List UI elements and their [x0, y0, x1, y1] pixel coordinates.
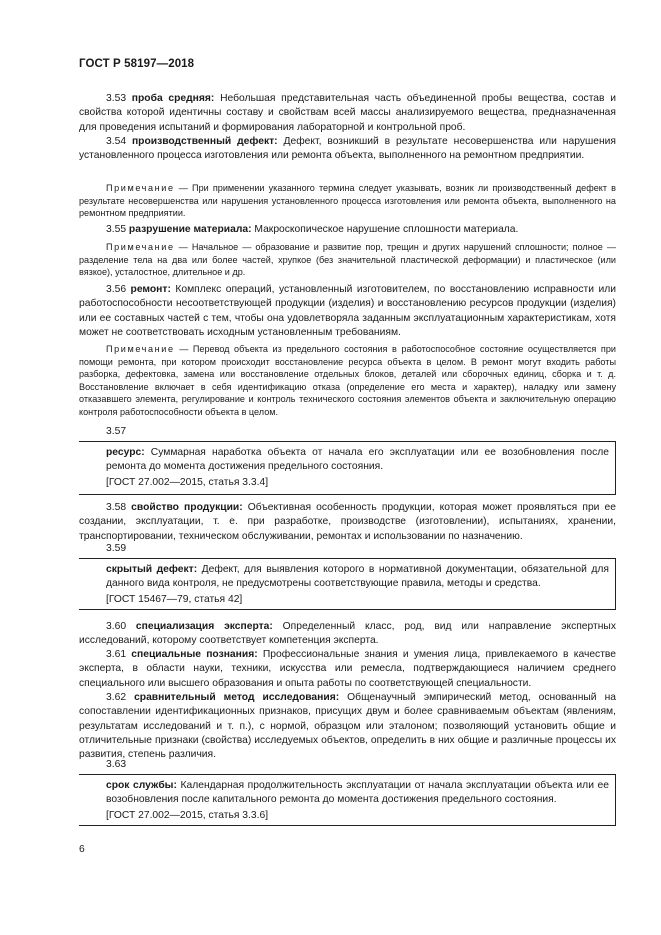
note-label: Примечание	[106, 344, 175, 354]
note-3-55	[79, 241, 616, 279]
term-3-60	[79, 620, 616, 649]
term-reference: [ГОСТ 27.002—2015, статья 3.3.4]	[106, 476, 269, 488]
term-definition: Макроскопическое нарушение сплошности материала.	[251, 224, 519, 235]
term-number: 3.56	[106, 284, 127, 295]
term-name: скрытый дефект:	[106, 564, 198, 575]
document-header: ГОСТ Р 58197—2018	[79, 58, 195, 70]
term-number-3-63: 3.63	[106, 759, 127, 770]
term-definition: Общенаучный эмпирический метод, основанный на сопоставлении идентификационных признаков, присущих двум и более сравниваемым объектам (явлениям, результатам исследований и т. п.), с нормой, образцом или эталоном; позволяющий установить общие и отличительные признаки (свойства) исследуемых объектов, определить в них общие и различные процессы их развития, степень различия.	[79, 692, 616, 761]
term-number: 3.54	[106, 136, 127, 147]
term-number: 3.58	[106, 502, 127, 513]
term-number: 3.60	[106, 621, 127, 632]
term-3-58	[79, 501, 616, 544]
term-definition: Комплекс операций, установленный изготовителем, по восстановлению исправности или работоспособности несоответствующей продукции (изделия) и восстановлению ресурсов продукции (изделия) или ее составных частей с тем, чтобы она удовлетворяла заданным эксплуатационным характеристикам, хотя может не соответствовать исходным установленным требованиям.	[79, 284, 616, 338]
note-label: Примечание	[106, 242, 175, 252]
term-reference: [ГОСТ 27.002—2015, статья 3.3.6]	[106, 809, 269, 821]
term-reference: [ГОСТ 15467—79, статья 42]	[106, 593, 243, 605]
term-3-59	[79, 563, 615, 592]
term-number-3-57: 3.57	[106, 426, 127, 437]
term-number: 3.55	[106, 224, 127, 235]
note-label: Примечание	[106, 183, 175, 193]
term-number: 3.53	[106, 93, 127, 104]
term-3-62	[79, 691, 616, 762]
term-name: проба средняя:	[131, 93, 215, 104]
note-text: — Перевод объекта из предельного состояния в работоспособное состояние осуществляется при помощи ремонта, при котором происходит восстановление ресурса объекта в целом. В ремонт могут входить работы разборка, дефектовка, замена или восстановление отдельных блоков, деталей или сборочных единиц, сборка и т. д. Восстановление включает в себя идентификацию отказа (определение его места и характер), наладку или замену отказавшего элемента, регулирование и контроль технического состояния элементов объекта и заключительную операцию контроля работоспособности объекта в целом.	[79, 344, 616, 417]
term-definition: Профессиональные знания и умения лица, привлекаемого в качестве эксперта, в области науки, техники, искусства или ремесла, подтверждающиеся наличием среднего специального или высшего образования и опыта работы по соответствующей специальности.	[79, 649, 616, 689]
term-3-59-box	[79, 558, 616, 610]
term-3-57	[79, 446, 615, 475]
term-definition: Дефект, для выявления которого в нормативной документации, обязательной для данного вида контроля, не предусмотрены соответствующие правила, методы и средства.	[106, 564, 609, 590]
term-name: ресурс:	[106, 447, 145, 458]
term-3-57-box	[79, 441, 616, 495]
term-name: свойство продукции:	[131, 502, 243, 513]
term-number-3-59: 3.59	[106, 543, 127, 554]
term-3-56	[79, 283, 616, 340]
term-3-55	[79, 223, 616, 237]
term-3-53	[79, 92, 616, 135]
note-3-56	[79, 343, 616, 419]
term-name: срок службы:	[106, 780, 177, 791]
term-number: 3.62	[106, 692, 127, 703]
note-3-54	[79, 182, 616, 220]
term-definition: Определенный класс, род, вид или направление экспертных исследований, которому соответствует компетенция эксперта.	[79, 621, 616, 647]
note-text: — Начальное — образование и развитие пор, трещин и других нарушений сплошности; полное — разделение тела на два или более частей, хрупкое (без значительной пластической деформации) и пластическое (или вязкое), усталостное, длительное и др.	[79, 242, 616, 278]
term-number: 3.61	[106, 649, 127, 660]
term-name: сравнительный метод исследования:	[134, 692, 340, 703]
term-name: разрушение материала:	[128, 224, 252, 235]
term-definition: Суммарная наработка объекта от начала его эксплуатации или ее возобновления после ремонта до момента достижения предельного состояния.	[106, 447, 609, 473]
term-3-61	[79, 648, 616, 691]
term-definition: Дефект, возникший в результате несовершенства или нарушения установленного процесса изготовления или ремонта объекта, выполненного на ремонтном предприятии.	[79, 136, 616, 162]
term-3-63-box	[79, 774, 616, 826]
term-definition: Небольшая представительная часть объединенной пробы вещества, состав и свойства которой идентичны составу и свойствам всей массы анализируемого вещества, предназначенная для проведения испытаний и формирования лабораторной и контрольной проб.	[79, 93, 616, 133]
term-name: производственный дефект:	[131, 136, 278, 147]
term-3-63	[79, 779, 615, 808]
term-name: специализация эксперта:	[135, 621, 273, 632]
term-name: ремонт:	[130, 284, 171, 295]
term-definition: Объективная особенность продукции, которая может проявляться при ее создании, эксплуатации, т. е. при разработке, производстве (изготовлении), испытаниях, хранении, транспортировании, техническом обслуживании, ремонтах и использовании по назначению.	[79, 502, 616, 542]
term-name: специальные познания:	[131, 649, 258, 660]
term-3-54	[79, 135, 616, 164]
note-text: — При применении указанного термина следует указывать, возник ли производственный дефект в результате несовершенства или нарушения установленного процесса изготовления или ремонта объекта, выполненного на ремонтном предприятии.	[79, 183, 616, 219]
page-number: 6	[79, 844, 85, 855]
term-definition: Календарная продолжительность эксплуатации от начала эксплуатации объекта или ее возобновления после капитального ремонта до момента достижения предельного состояния.	[106, 780, 609, 806]
